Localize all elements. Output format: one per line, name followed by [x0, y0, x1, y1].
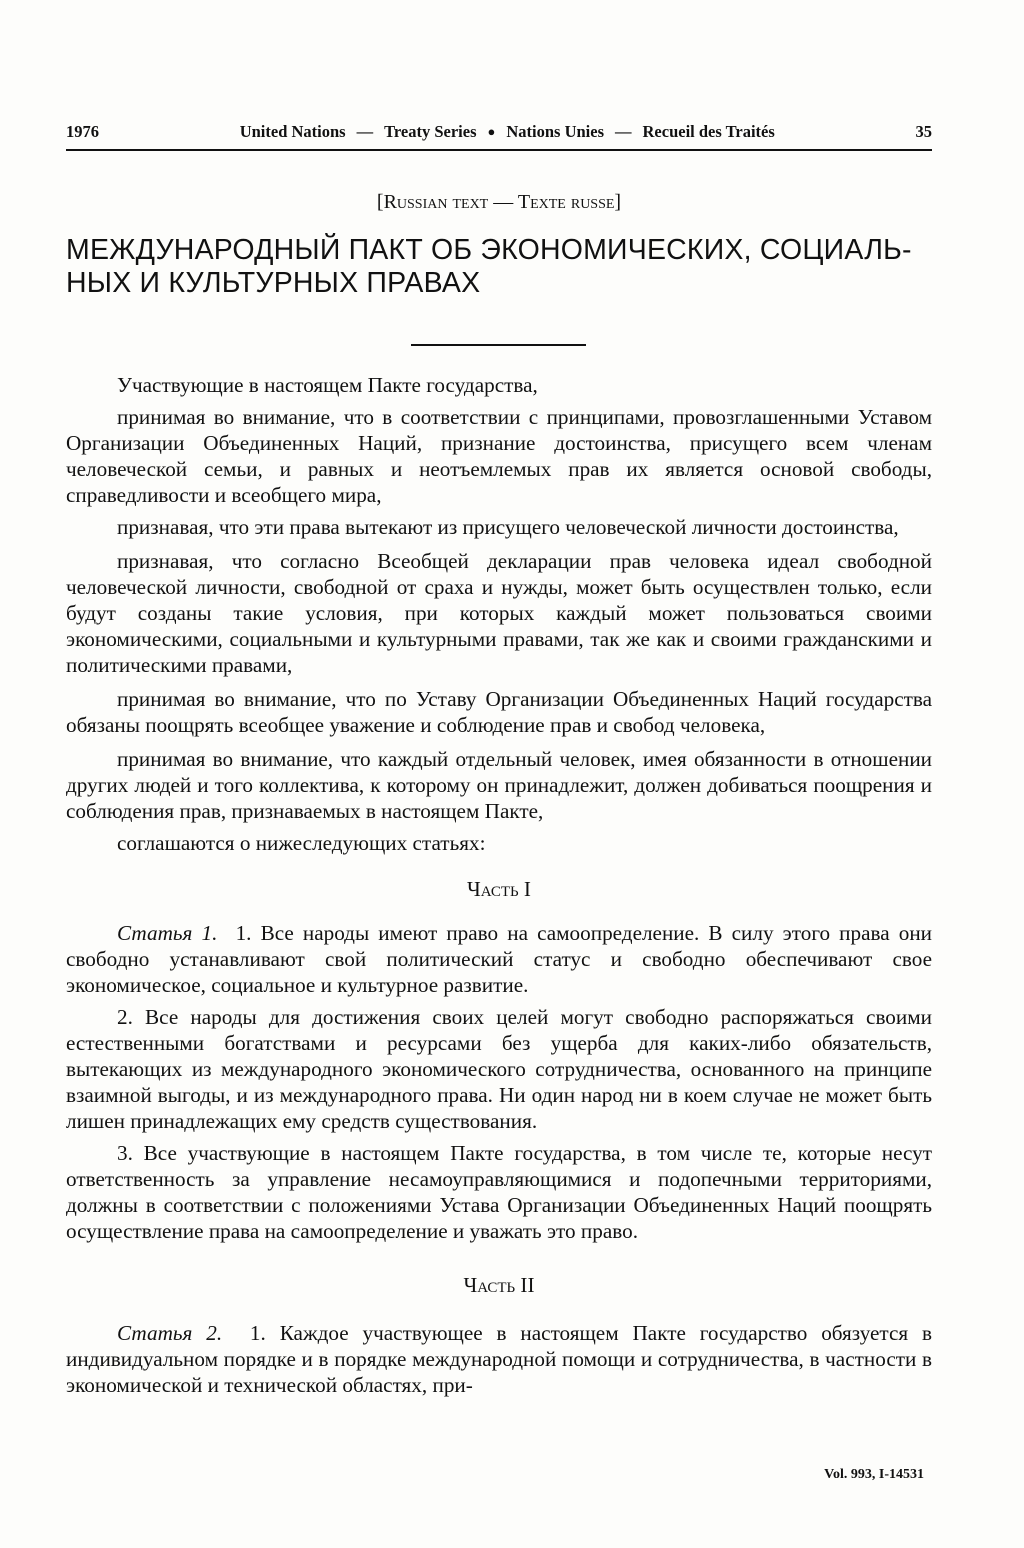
volume-reference: Vol. 993, I-14531 — [824, 1467, 924, 1482]
article-label: Статья 2. — [117, 1321, 223, 1345]
header-dash: — — [356, 122, 374, 141]
title-divider — [411, 344, 586, 346]
article-paragraph — [66, 1320, 932, 1398]
preamble-paragraph: Участвующие в настоящем Пакте государства, — [117, 373, 538, 397]
article-paragraph — [66, 920, 932, 998]
header-treaty-series: Treaty Series — [384, 122, 477, 141]
preamble-paragraph: принимая во внимание, что в соответствии с принципами, провозглашенными Уставом Организации Объединенных Наций, признание достоинства, присущего всем членам человеческой семьи, и равных и неотъемлемых прав их является основой свободы, справедливости и всеобщего мира, — [66, 405, 932, 507]
document-title: МЕЖДУНАРОДНЫЙ ПАКТ ОБ ЭКОНОМИЧЕСКИХ, СОЦИАЛЬ-НЫХ И КУЛЬТУРНЫХ ПРАВАХ — [66, 234, 912, 299]
header-nations-unies: Nations Unies — [506, 122, 604, 141]
article-paragraph: 2. Все народы для достижения своих целей могут свободно распоряжаться своими естественными богатствами и ресурсами без ущерба для каких-либо обязательств, вытекающих из международного экономического сотрудничества, основанного на принципе взаимной выгоды, и из международного права. Ни один народ ни в коем случае не может быть лишен принадлежащих ему средств существования. — [66, 1005, 932, 1133]
bullet-icon: ● — [487, 124, 496, 139]
header-page-number: 35 — [915, 122, 932, 141]
article-label: Статья 1. — [117, 921, 218, 945]
header-rule — [66, 149, 932, 151]
preamble-paragraph: соглашаются о нижеследующих статьях: — [117, 831, 486, 855]
part-heading: Часть II — [463, 1273, 535, 1297]
part-heading: Часть I — [467, 877, 531, 901]
preamble-paragraph: принимая во внимание, что каждый отдельный человек, имея обязанности в отношении других людей и того коллектива, к которому он принадлежит, должен добиваться поощрения и соблюдения прав, признаваемых в настоящем Пакте, — [66, 747, 932, 823]
preamble-paragraph: признавая, что эти права вытекают из присущего человеческой личности достоинства, — [117, 515, 899, 539]
header-dash: — — [615, 122, 632, 141]
header-recueil: Recueil des Traités — [642, 122, 775, 141]
article-paragraph: 3. Все участвующие в настоящем Пакте государства, в том числе те, которые несут ответственность за управление несамоуправляющимися и подопечными территориями, должны в соответствии с положениями Устава Организации Объединенных Наций поощрять осуществление права на самоопределение и уважать это право. — [66, 1141, 932, 1243]
header-year: 1976 — [66, 122, 99, 141]
document-body — [66, 372, 932, 1398]
article-text: 1. Каждое участвующее в настоящем Пакте государство обязуется в индивидуальном порядке и в порядке международной помощи и сотрудничества, в частности в экономической и технической областях, при- — [66, 1321, 932, 1397]
running-header — [66, 121, 932, 143]
preamble-paragraph: принимая во внимание, что по Уставу Организации Объединенных Наций государства обязаны поощрять всеобщее уважение и соблюдение прав и свобод человека, — [66, 687, 932, 737]
document-page — [66, 0, 932, 1548]
article-text: 1. Все народы имеют право на самоопределение. В силу этого права они свободно устанавливают свой политический статус и свободно обеспечивают свое экономическое, социальное и культурное развитие. — [66, 921, 933, 997]
header-united-nations: United Nations — [239, 122, 346, 141]
language-label: [Russian text — Texte russe] — [376, 191, 622, 213]
preamble-paragraph: признавая, что согласно Всеобщей декларации прав человека идеал свободной человеческой личности, свободной от сраха и нужды, может быть осуществлен только, если будут созданы такие условия, при которых каждый может пользоваться своими экономическими, социальными и культурными правами, так же как и своими гражданскими и политическими правами, — [66, 549, 932, 677]
header-center — [240, 122, 775, 142]
